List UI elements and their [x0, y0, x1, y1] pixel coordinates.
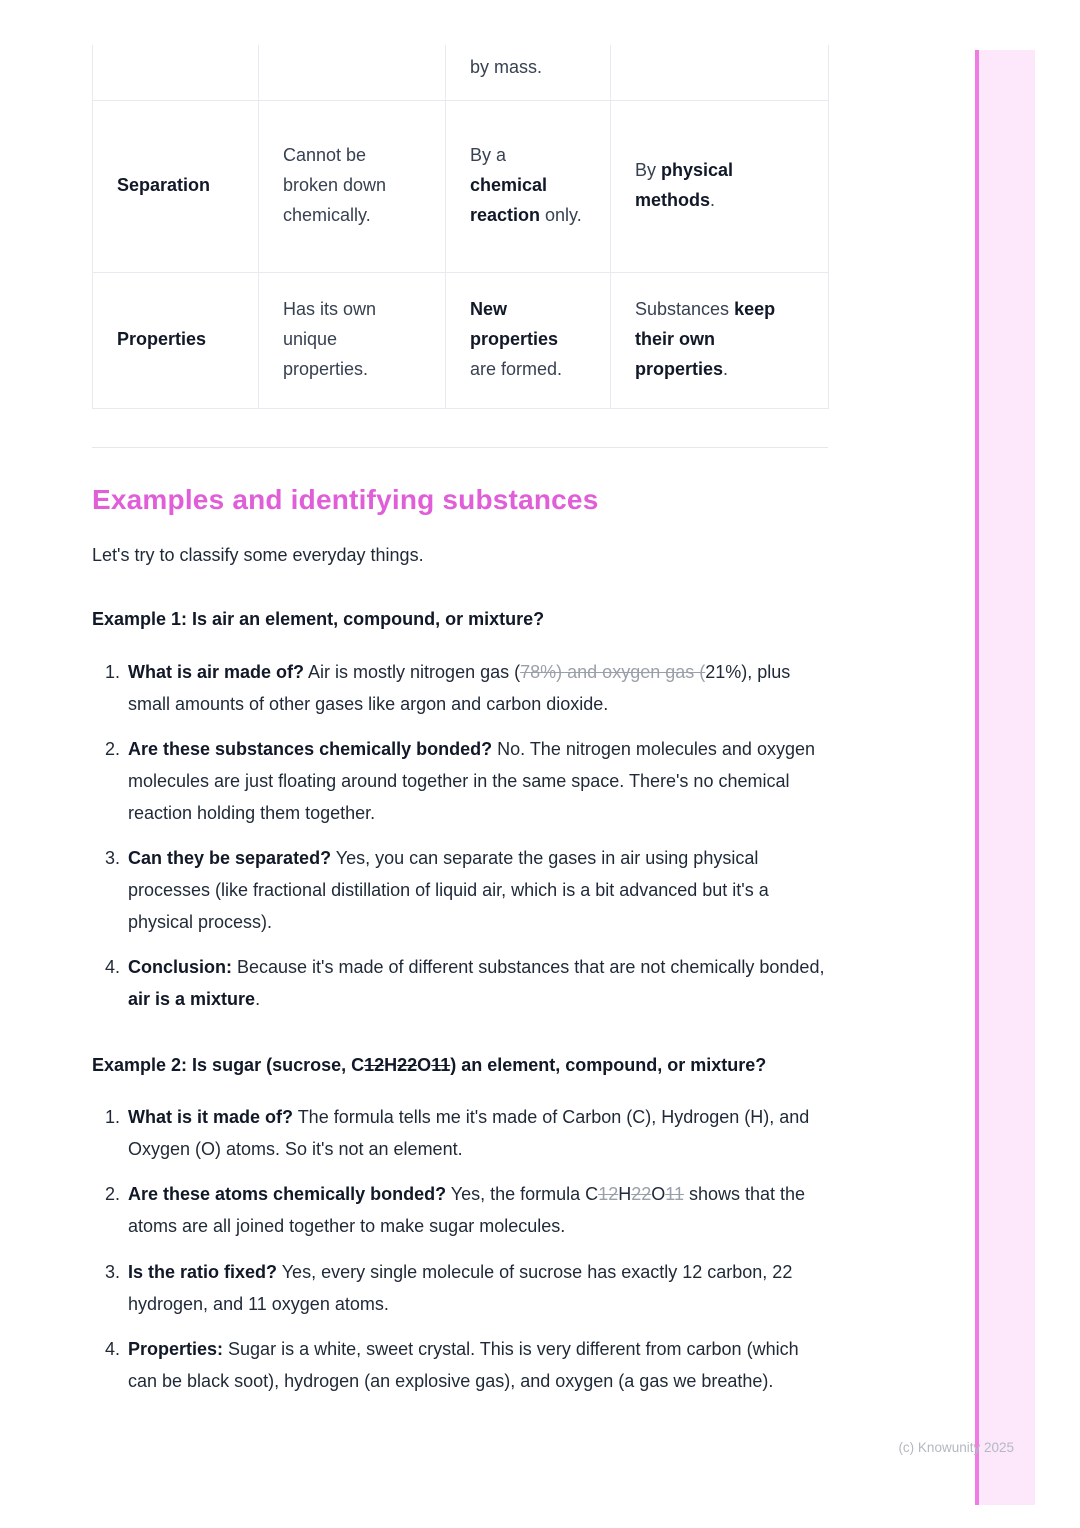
strikethrough-text: 11: [431, 1055, 451, 1075]
list-item: [125, 656, 828, 720]
text-segment: air is a mixture: [128, 988, 256, 1009]
text-segment: only.: [540, 204, 582, 225]
table-row: [93, 100, 829, 272]
text-segment: By a: [470, 145, 507, 166]
table-cell: [446, 45, 611, 100]
table-cell: [446, 272, 611, 408]
text-segment: Properties:: [128, 1338, 224, 1359]
strikethrough-text: 12: [598, 1184, 619, 1205]
list-item: [125, 1178, 828, 1242]
strikethrough-text: 12: [364, 1055, 385, 1075]
list-item: [125, 842, 828, 938]
text-segment: are formed.: [470, 358, 563, 379]
list-item: [125, 1333, 828, 1397]
text-segment: Is the ratio fixed?: [128, 1261, 278, 1282]
strikethrough-text: 11: [665, 1184, 684, 1205]
comparison-table-body: [93, 45, 829, 408]
text-segment: O: [651, 1184, 666, 1205]
text-segment: chemical reaction: [470, 175, 548, 225]
text-segment: By: [635, 160, 662, 181]
text-segment: 21%), plus small amounts of other gases like argon and carbon dioxide.: [128, 661, 791, 714]
intro-paragraph: Let's try to classify some everyday things.: [92, 544, 424, 565]
table-cell: [611, 272, 829, 408]
section-divider: [92, 447, 828, 448]
text-segment: .: [710, 190, 716, 210]
text-segment: Sugar is a white, sweet crystal. This is very different from carbon (which can be black soot), hydrogen (an explosive gas), and oxygen (a gas we breathe).: [128, 1338, 799, 1391]
text-segment: Yes, the formula C: [446, 1184, 599, 1205]
text-segment: .: [255, 988, 261, 1009]
text-segment: Substances: [635, 299, 735, 320]
text-segment: Example 2: Is sugar (sucrose, C: [92, 1055, 365, 1075]
text-segment: Yes, every single molecule of sucrose has exactly 12 carbon, 22 hydrogen, and 11 oxygen atoms.: [128, 1261, 793, 1314]
text-segment: keep their own properties: [635, 299, 776, 379]
watermark: (c) Knowunity 2025: [898, 1440, 1014, 1455]
section-title: Examples and identifying substances: [92, 483, 599, 515]
text-segment: Cannot be broken down chemically.: [283, 145, 387, 225]
list-item: [125, 1256, 828, 1320]
example2-list: [92, 1101, 828, 1396]
row-header-cell: Separation: [93, 100, 259, 272]
table-cell: [611, 45, 829, 100]
list-item: [125, 1101, 828, 1165]
text-segment: Are these atoms chemically bonded?: [128, 1184, 447, 1205]
example1-heading: Example 1: Is air an element, compound, or mixture?: [92, 609, 545, 630]
text-segment: Because it's made of different substances that are not chemically bonded,: [232, 956, 825, 977]
text-segment: Are these substances chemically bonded?: [128, 738, 493, 759]
table-row: [93, 272, 829, 408]
table-row: [93, 45, 829, 100]
text-segment: What is it made of?: [128, 1107, 294, 1128]
table-cell: [259, 45, 446, 100]
text-segment: O: [417, 1055, 432, 1075]
text-segment: ) an element, compound, or mixture?: [450, 1055, 767, 1075]
row-header-cell: Properties: [93, 272, 259, 408]
text-segment: physical methods: [635, 160, 734, 210]
table-cell: [611, 100, 829, 272]
list-item: [125, 733, 828, 829]
text-segment: Can they be separated?: [128, 847, 332, 868]
table-cell: [259, 272, 446, 408]
text-segment: Conclusion:: [128, 956, 232, 977]
text-segment: by mass.: [470, 57, 543, 77]
comparison-table: [92, 45, 829, 409]
text-segment: The formula tells me it's made of Carbon (C), Hydrogen (H), and Oxygen (O) atoms. So it's not an element.: [128, 1107, 810, 1160]
strikethrough-text: 22: [631, 1184, 652, 1205]
page-edge-decoration: [975, 50, 1035, 1505]
text-segment: Has its own unique properties.: [283, 299, 377, 379]
strikethrough-text: 22: [397, 1055, 418, 1075]
list-item: [125, 951, 828, 1015]
text-segment: New properties: [470, 299, 559, 350]
example2-heading: [92, 1049, 828, 1081]
text-segment: H: [384, 1055, 398, 1075]
text-segment: No. The nitrogen molecules and oxygen molecules are just floating around together in the same space. There's no chemical reaction holding them together.: [128, 738, 815, 823]
table-cell: [259, 100, 446, 272]
strikethrough-text: 78%) and oxygen gas (: [520, 661, 706, 682]
row-header-cell: [93, 45, 259, 100]
document-content: [92, 45, 828, 1410]
table-cell: [446, 100, 611, 272]
text-segment: H: [618, 1184, 632, 1205]
example1-list: [92, 656, 828, 1015]
text-segment: .: [723, 358, 729, 379]
text-segment: Yes, you can separate the gases in air using physical processes (like fractional distillation of liquid air, which is a bit advanced but it's a physical process).: [128, 847, 769, 932]
text-segment: Air is mostly nitrogen gas (: [304, 661, 521, 682]
text-segment: What is air made of?: [128, 661, 305, 682]
text-segment: shows that the atoms are all joined together to make sugar molecules.: [128, 1184, 806, 1237]
